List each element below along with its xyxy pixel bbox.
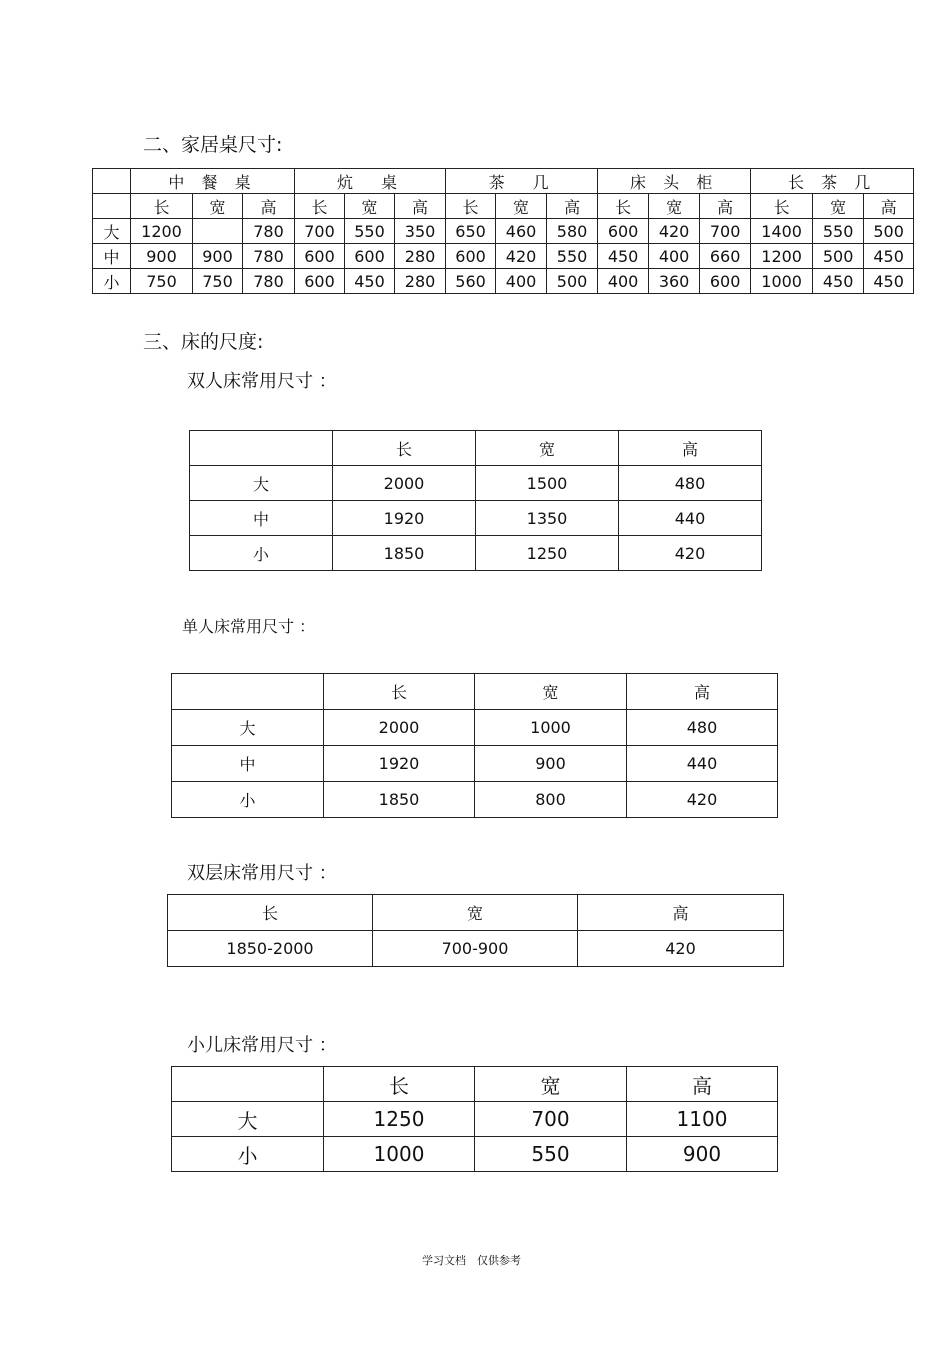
- dim-header: 高: [864, 194, 914, 219]
- table-cell: 550: [547, 244, 598, 269]
- table-row: [93, 244, 914, 269]
- column-header: 长: [324, 674, 475, 710]
- row-label: 小: [93, 269, 131, 294]
- dim-header: 宽: [649, 194, 700, 219]
- table-row: [172, 710, 778, 746]
- group-header: 长 茶 几: [751, 169, 914, 194]
- dim-header: 高: [243, 194, 295, 219]
- table-cell: 780: [243, 244, 295, 269]
- table-cell: 400: [598, 269, 649, 294]
- table-row: [172, 746, 778, 782]
- corner-cell: [172, 1067, 324, 1102]
- column-header: 宽: [475, 674, 627, 710]
- row-label: 中: [93, 244, 131, 269]
- table-cell: 1250: [324, 1102, 475, 1137]
- table-cell: 450: [864, 244, 914, 269]
- kids-bed-table: [171, 1066, 778, 1172]
- table-cell: 550: [475, 1137, 627, 1172]
- row-label: 大: [172, 710, 324, 746]
- row-label: 中: [172, 746, 324, 782]
- table-cell: 700: [700, 219, 751, 244]
- table-cell: 2000: [324, 710, 475, 746]
- table-cell: 600: [700, 269, 751, 294]
- table-row: [93, 269, 914, 294]
- group-header: 炕 桌: [295, 169, 446, 194]
- dim-header: 高: [395, 194, 446, 219]
- table-cell: 750: [193, 269, 243, 294]
- dim-header: 宽: [193, 194, 243, 219]
- table-cell: [193, 219, 243, 244]
- table-cell: 600: [598, 219, 649, 244]
- table-cell: 580: [547, 219, 598, 244]
- header-row: [172, 1067, 778, 1102]
- table-cell: 900: [193, 244, 243, 269]
- column-header: 长: [333, 431, 476, 466]
- row-label: 小: [172, 782, 324, 818]
- group-header: 茶 几: [446, 169, 598, 194]
- bunk-bed-table: [167, 894, 784, 967]
- bunk-bed-title: 双层床常用尺寸 ：: [187, 863, 337, 884]
- table-cell: 1920: [333, 501, 476, 536]
- kids-bed-title: 小儿床常用尺寸 ：: [187, 1035, 337, 1056]
- table-cell: 1850: [333, 536, 476, 571]
- table-cell: 600: [345, 244, 395, 269]
- column-header: 高: [627, 1067, 778, 1102]
- table-cell: 600: [446, 244, 496, 269]
- dim-header: 长: [446, 194, 496, 219]
- table-row: [168, 931, 784, 967]
- table-row: [93, 219, 914, 244]
- table-cell: 1850: [324, 782, 475, 818]
- header-row: [168, 895, 784, 931]
- table-cell: 440: [627, 746, 778, 782]
- table-cell: 650: [446, 219, 496, 244]
- table-cell: 400: [496, 269, 547, 294]
- dim-header: 高: [547, 194, 598, 219]
- column-header: 宽: [373, 895, 578, 931]
- table-cell: 700-900: [373, 931, 578, 967]
- header-row: [190, 431, 762, 466]
- group-header-row: [93, 169, 914, 194]
- dim-header: 宽: [496, 194, 547, 219]
- table-cell: 800: [475, 782, 627, 818]
- column-header: 长: [168, 895, 373, 931]
- table-cell: 900: [475, 746, 627, 782]
- table-cell: 600: [295, 269, 345, 294]
- section-three-title: 三、床的尺度:: [143, 331, 264, 353]
- single-bed-table: [171, 673, 778, 818]
- table-cell: 280: [395, 244, 446, 269]
- corner-cell: [93, 169, 131, 194]
- table-cell: 560: [446, 269, 496, 294]
- table-cell: 1850-2000: [168, 931, 373, 967]
- table-cell: 450: [864, 269, 914, 294]
- table-cell: 480: [627, 710, 778, 746]
- table-row: [172, 782, 778, 818]
- table-cell: 350: [395, 219, 446, 244]
- table-row: [172, 1102, 778, 1137]
- double-bed-title: 双人床常用尺寸 ：: [187, 371, 337, 392]
- table-cell: 900: [627, 1137, 778, 1172]
- dim-header: 长: [295, 194, 345, 219]
- table-cell: 660: [700, 244, 751, 269]
- corner-cell: [190, 431, 333, 466]
- table-cell: 420: [619, 536, 762, 571]
- footer-note: 学习文档 仅供参考: [422, 1254, 521, 1267]
- table-cell: 420: [649, 219, 700, 244]
- table-cell: 550: [813, 219, 864, 244]
- column-header: 宽: [475, 1067, 627, 1102]
- table-cell: 1500: [476, 466, 619, 501]
- column-header: 高: [578, 895, 784, 931]
- row-label: 小: [172, 1137, 324, 1172]
- table-cell: 1000: [324, 1137, 475, 1172]
- table-row: [190, 536, 762, 571]
- group-header: 中 餐 桌: [131, 169, 295, 194]
- table-cell: 1200: [751, 244, 813, 269]
- table-cell: 360: [649, 269, 700, 294]
- table-cell: 700: [475, 1102, 627, 1137]
- corner-cell: [93, 194, 131, 219]
- table-cell: 450: [598, 244, 649, 269]
- row-label: 大: [190, 466, 333, 501]
- table-cell: 1400: [751, 219, 813, 244]
- table-cell: 500: [547, 269, 598, 294]
- table-cell: 450: [345, 269, 395, 294]
- table-cell: 440: [619, 501, 762, 536]
- table-row: [190, 501, 762, 536]
- row-label: 大: [93, 219, 131, 244]
- dimension-header-row: [93, 194, 914, 219]
- table-cell: 900: [131, 244, 193, 269]
- dim-header: 长: [131, 194, 193, 219]
- table-cell: 750: [131, 269, 193, 294]
- table-cell: 400: [649, 244, 700, 269]
- table-cell: 550: [345, 219, 395, 244]
- column-header: 高: [627, 674, 778, 710]
- dim-header: 宽: [813, 194, 864, 219]
- table-cell: 450: [813, 269, 864, 294]
- table-cell: 1920: [324, 746, 475, 782]
- row-label: 中: [190, 501, 333, 536]
- table-cell: 1250: [476, 536, 619, 571]
- table-row: [190, 466, 762, 501]
- table-cell: 460: [496, 219, 547, 244]
- table-cell: 1000: [475, 710, 627, 746]
- table-row: [172, 1137, 778, 1172]
- table-cell: 420: [627, 782, 778, 818]
- table-cell: 420: [496, 244, 547, 269]
- section-two-title: 二、家居桌尺寸:: [143, 134, 283, 156]
- table-cell: 1350: [476, 501, 619, 536]
- row-label: 小: [190, 536, 333, 571]
- table-cell: 700: [295, 219, 345, 244]
- table-cell: 500: [813, 244, 864, 269]
- row-label: 大: [172, 1102, 324, 1137]
- single-bed-title: 单人床常用尺寸 ：: [182, 617, 316, 636]
- table-cell: 780: [243, 219, 295, 244]
- dim-header: 高: [700, 194, 751, 219]
- column-header: 长: [324, 1067, 475, 1102]
- table-cell: 1100: [627, 1102, 778, 1137]
- dim-header: 宽: [345, 194, 395, 219]
- column-header: 高: [619, 431, 762, 466]
- header-row: [172, 674, 778, 710]
- table-cell: 480: [619, 466, 762, 501]
- dim-header: 长: [598, 194, 649, 219]
- dim-header: 长: [751, 194, 813, 219]
- corner-cell: [172, 674, 324, 710]
- table-cell: 1000: [751, 269, 813, 294]
- desk-size-table: [92, 168, 914, 294]
- table-cell: 780: [243, 269, 295, 294]
- table-cell: 600: [295, 244, 345, 269]
- double-bed-table: [189, 430, 762, 571]
- column-header: 宽: [476, 431, 619, 466]
- table-cell: 2000: [333, 466, 476, 501]
- table-cell: 280: [395, 269, 446, 294]
- table-cell: 1200: [131, 219, 193, 244]
- table-cell: 420: [578, 931, 784, 967]
- group-header: 床 头 柜: [598, 169, 751, 194]
- table-cell: 500: [864, 219, 914, 244]
